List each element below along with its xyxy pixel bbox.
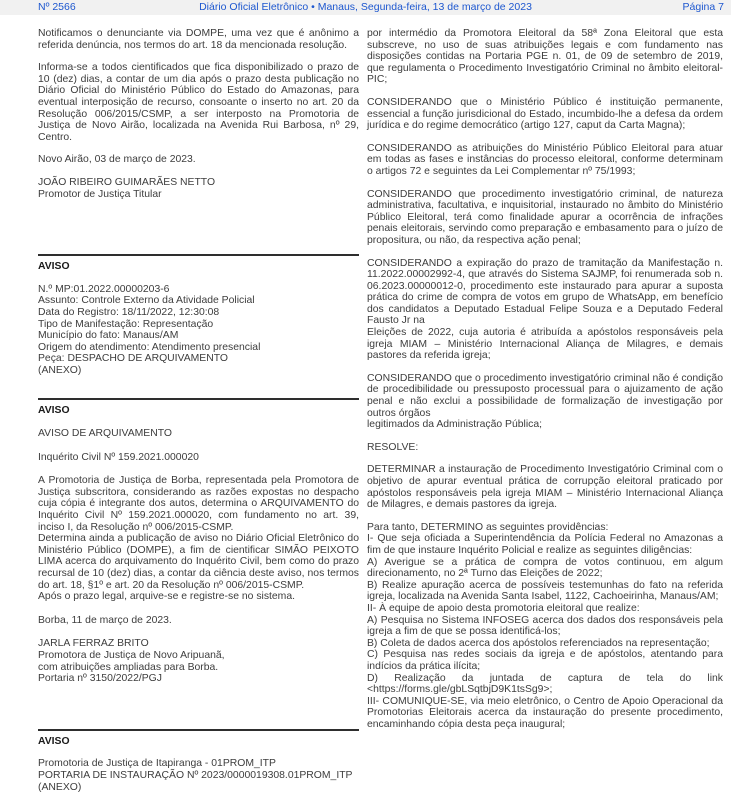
case-number: Inquérito Civil Nº 159.2021.000020 <box>38 451 199 463</box>
signature-block <box>38 638 359 684</box>
right-column <box>367 28 723 741</box>
section-heading-aviso: AVISO <box>38 735 70 747</box>
signer-name: JARLA FERRAZ BRITO <box>38 638 149 650</box>
record-info-block <box>38 284 359 377</box>
signer-ordinance: Portaria nº 3150/2022/PGJ <box>38 673 162 685</box>
record-field: Promotoria de Justiça de Itapiranga - 01PROM_ITP <box>38 758 276 770</box>
section-heading-aviso: AVISO <box>38 405 70 417</box>
paragraph-providencias: Para tanto, DETERMINO as seguintes providências: I- Que seja oficiada a Superintendência da Polícia Federal no Amazonas a fim de que instaure Inquérito Policial e realize as seguintes diligências: A) Averigue se a prática de compra de votos continuou, em algum direcionamento, no 2ª Turno das Eleições de 2022; B) Realize apuração acerca de possíveis testemunhas do fato na referida igreja, localizada na Avenida Santa Isabel, 1122, Cachoeirinha, Manaus/AM; II- À equipe de apoio desta promotoria eleitoral que realize: A) Pesquisa no Sistema INFOSEG acerca dos dados dos responsáveis pela igreja a fim de que se possa identificá-los; B) Coleta de dados acerca dos apóstolos referenciados na representação; C) Pesquisa nas redes sociais da igreja e de apóstolos, atentando para indícios da prática ilícita; D) Realização da juntada de captura de tela do link <https://forms.gle/gbLSqtbjD9K1tsSg9>; III- COMUNIQUE-SE, via meio eletrônico, o Centro de Apoio Operacional da Promotorias Eleitorais acerca da instauração do presente procedimento, encaminhando cópia desta peça inaugural; <box>367 521 723 730</box>
paragraph-considerando: CONSIDERANDO que o Ministério Público é instituição permanente, essencial a função jurisdicional do Estado, incumbido-lhe a defesa da ordem jurídica e do regime democrático (artigo 127, caput da Carta Magna); <box>367 96 723 132</box>
signer-role: Promotora de Justiça de Novo Aripuanã, <box>38 649 225 661</box>
edition-number: Nº 2566 <box>38 1 76 13</box>
record-field: Origem do atendimento: Atendimento presencial <box>38 341 261 353</box>
record-field: Data do Registro: 18/11/2022, 12:30:08 <box>38 306 220 318</box>
signer-name: JOÃO RIBEIRO GUIMARÃES NETTO <box>38 176 216 188</box>
record-field: (ANEXO) <box>38 364 82 376</box>
aviso-body: A Promotoria de Justiça de Borba, representada pela Promotora de Justiça subscritora, considerando as razões expostas no despacho cuja cópia é integrante dos autos, determina o ARQUIVAMENTO do Inquérito Civil Nº 159.2021.000020, com fundamento no art. 39, inciso I, da Resolução nº 006/2015-CSMP. Determina ainda a publicação de aviso no Diário Oficial Eletrônico do Ministério Público (DOMPE), a fim de cientificar SIMÃO PEIXOTO LIMA acerca do arquivamento do Inquérito Civil, bem como do prazo recursal de 10 (dez) dias, a contar da ciência deste aviso, nos termos do art. 18, §1º e art. 20 da Resolução nº 006/2015-CSMP. Após o prazo legal, arquive-se e registre-se no sistema. <box>38 475 359 603</box>
paragraph-considerando: CONSIDERANDO a expiração do prazo de tramitação da Manifestação n. 11.2022.00002992-4, que através do Sistema SAJMP, foi renumerada sob n. 06.2023.00000012-0, procedimento este instaurado para apurar a suposta prática do crime de compra de votos em grupo de WhatsApp, em benefício dos candidatos a Deputado Estadual Felipe Souza e a Deputado Federal Fausto Jr na Eleições de 2022, cuja autoria é atribuída a apóstolos responsáveis pela igreja MIAM – Ministério Internacional Aliança de Milagres, e demais pastores da referida igreja; <box>367 257 723 362</box>
aviso-section-3 <box>38 729 359 792</box>
aviso-section-2 <box>38 398 359 684</box>
signer-role: Promotor de Justiça Titular <box>38 188 162 200</box>
record-field: (ANEXO) <box>38 781 82 792</box>
paragraph-resolve: RESOLVE: <box>367 441 419 453</box>
record-field: Peça: DESPACHO DE ARQUIVAMENTO <box>38 353 228 365</box>
record-field: N.º MP:01.2022.00000203-6 <box>38 283 170 295</box>
date-line: Borba, 11 de março de 2023. <box>38 614 172 626</box>
signature-block <box>38 177 359 200</box>
aviso-subtitle: AVISO DE ARQUIVAMENTO <box>38 428 172 440</box>
paragraph: por intermédio da Promotora Eleitoral da 58ª Zona Eleitoral que esta subscreve, no uso de suas atribuições legais e com fundamento nas disposições contidas na Portaria PGE n. 01, de 09 de setembro de 2019, que regulamenta o Procedimento Investigatório Criminal no âmbito eleitoral-PIC; <box>367 28 723 86</box>
record-field: Tipo de Manifestação: Representação <box>38 318 214 330</box>
newspaper-title: Diário Oficial Eletrônico • Manaus, Segunda-feira, 13 de março de 2023 <box>199 1 532 13</box>
record-field: PORTARIA DE INSTAURAÇÃO Nº 2023/0000019308.01PROM_ITP <box>38 769 353 781</box>
signer-role: com atribuições ampliadas para Borba. <box>38 661 219 673</box>
paragraph-considerando: CONSIDERANDO que o procedimento investigatório criminal não é condição de procedibilidade ou pressuposto processual para o ajuizamento de ação penal e não exclui a possibilidade de formalização de investigação por outros órgãos legitimados da Administração Pública; <box>367 372 723 431</box>
section-heading-aviso: AVISO <box>38 261 70 273</box>
record-info-block <box>38 758 359 792</box>
left-column <box>38 28 359 792</box>
aviso-section-1 <box>38 254 359 376</box>
paragraph-considerando: CONSIDERANDO que procedimento investigatório criminal, de natureza administrativa, facultativa, e inquisitorial, instaurado no âmbito do Ministério Público Eleitoral, terá como finalidade apurar a ocorrência de infrações penais eleitorais, servindo como preparação e embasamento para o juízo de propositura, ou não, da respectiva ação penal; <box>367 188 723 246</box>
record-field: Assunto: Controle Externo da Atividade Policial <box>38 295 255 307</box>
date-line: Novo Airão, 03 de março de 2023. <box>38 154 196 166</box>
paragraph: Notificamos o denunciante via DOMPE, uma vez que é anônimo a referida denúncia, nos termos do art. 18 da mencionada resolução. <box>38 28 359 51</box>
page-number: Página 7 <box>682 1 724 13</box>
paragraph: Informa-se a todos cientificados que fica disponibilizado o prazo de 10 (dez) dias, a contar de um dia após o prazo desta publicação no Diário Oficial do Ministério Público do Estado do Amazonas, para eventual interposição de recurso, consoante o inserto no art. 20 da Resolução 006/2015/CSMP, a ser interposto na Promotoria de Justiça de Novo Airão, localizada na Avenida Rui Barbosa, nº 29, Centro. <box>38 62 359 143</box>
paragraph-considerando: CONSIDERANDO as atribuições do Ministério Público Eleitoral para atuar em todas as fases e instâncias do processo eleitoral, conforme determinam o artigos 72 e seguintes da Lei Complementar nº 75/1993; <box>367 142 723 177</box>
paragraph-determinar: DETERMINAR a instauração de Procedimento Investigatório Criminal com o objetivo de apurar eventual prática de corrupção eleitoral praticado por apóstolos responsáveis pela igreja MIAM – Ministério Internacional Aliança de Milagres, e demais pastores da igreja. <box>367 464 723 511</box>
record-field: Município do fato: Manaus/AM <box>38 330 179 342</box>
header-bar <box>0 0 731 15</box>
